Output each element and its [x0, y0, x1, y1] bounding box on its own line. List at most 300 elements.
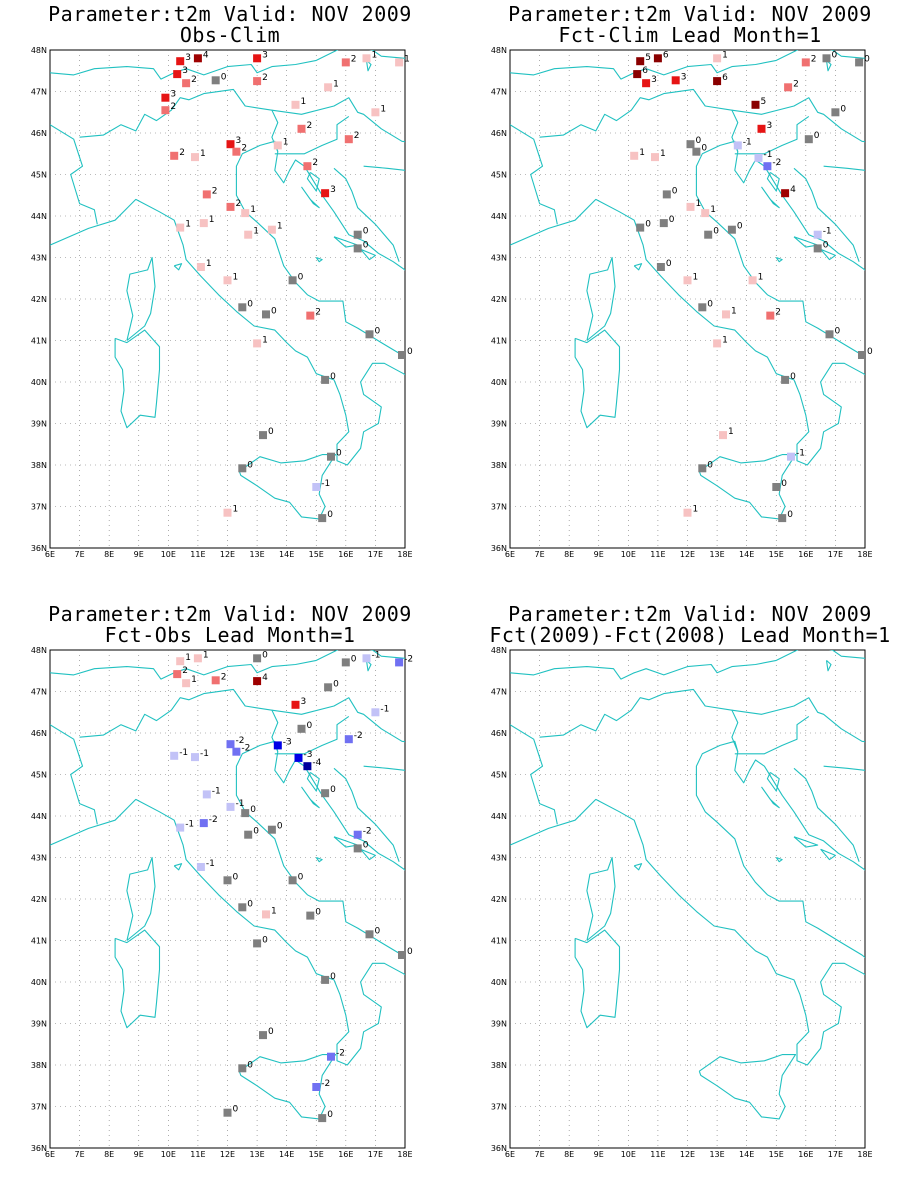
- lon-tick-label: 11E: [190, 1150, 206, 1159]
- station-value-label: -2: [362, 826, 372, 837]
- station-marker: [814, 244, 822, 252]
- station-value-label: 0: [407, 347, 413, 357]
- lat-tick-label: 44N: [30, 212, 47, 221]
- lon-tick-label: 9E: [593, 1150, 604, 1159]
- station-marker: [173, 70, 181, 78]
- station-value-label: -1: [211, 786, 221, 797]
- station-value-label: 0: [327, 510, 333, 521]
- station-value-label: 0: [297, 272, 304, 283]
- station-value-label: 1: [276, 221, 283, 232]
- station-marker: [238, 1064, 246, 1072]
- station-value-label: 0: [790, 371, 796, 382]
- map-frame: [460, 0, 920, 590]
- station-marker: [289, 876, 297, 884]
- station-marker: [227, 803, 235, 811]
- station-marker: [253, 54, 261, 62]
- station-value-label: -1: [321, 479, 331, 489]
- station-marker: [194, 654, 202, 662]
- station-value-label: 1: [722, 50, 728, 61]
- station-marker: [654, 54, 662, 62]
- station-value-label: -3: [303, 749, 313, 760]
- station-value-label: 6: [722, 73, 728, 84]
- station-value-label: 1: [208, 215, 215, 226]
- station-value-label: 0: [707, 299, 714, 310]
- station-marker: [321, 976, 329, 984]
- station-value-label: 1: [205, 259, 212, 269]
- lon-tick-label: 12E: [679, 550, 696, 559]
- lon-tick-label: 10E: [160, 1150, 176, 1159]
- lon-tick-label: 17E: [367, 1150, 384, 1159]
- station-marker: [306, 312, 314, 320]
- lat-tick-label: 48N: [30, 646, 47, 655]
- lon-tick-label: 13E: [249, 550, 265, 559]
- station-marker: [232, 748, 240, 756]
- station-value-label: 1: [757, 272, 764, 283]
- lon-tick-label: 10E: [160, 550, 176, 559]
- station-marker: [262, 310, 270, 318]
- station-marker: [805, 135, 813, 143]
- map-panel-obs-clim: [0, 0, 460, 590]
- lat-tick-label: 45N: [490, 170, 507, 180]
- station-value-label: 0: [671, 186, 678, 197]
- station-marker: [238, 464, 246, 472]
- station-value-label: 0: [247, 299, 254, 310]
- lat-tick-label: 44N: [30, 812, 47, 821]
- lon-tick-label: 16E: [798, 550, 814, 559]
- station-value-label: 1: [232, 272, 239, 283]
- station-value-label: 0: [834, 326, 841, 337]
- lon-tick-label: 17E: [827, 1150, 844, 1159]
- map-border: [510, 650, 865, 1148]
- station-value-label: 0: [247, 460, 254, 471]
- lat-tick-label: 39N: [30, 1019, 47, 1029]
- station-marker: [182, 79, 190, 87]
- lon-tick-label: 7E: [534, 550, 545, 559]
- station-marker: [749, 276, 757, 284]
- lon-tick-label: 12E: [219, 1150, 236, 1159]
- lat-tick-label: 48N: [490, 646, 507, 655]
- station-marker: [704, 231, 712, 239]
- station-marker: [212, 676, 220, 684]
- lat-tick-label: 37N: [30, 1102, 47, 1112]
- map-frame: [0, 600, 460, 1190]
- station-marker: [342, 58, 350, 66]
- station-value-label: 0: [736, 221, 743, 232]
- station-value-label: 1: [404, 54, 410, 65]
- station-marker: [802, 58, 810, 66]
- station-value-label: 3: [330, 185, 336, 196]
- station-value-label: 2: [241, 143, 248, 154]
- station-marker: [253, 654, 261, 662]
- lat-tick-label: 40N: [30, 378, 47, 387]
- station-marker: [298, 725, 306, 733]
- station-marker: [734, 141, 742, 149]
- lon-tick-label: 14E: [739, 550, 755, 559]
- station-marker: [354, 844, 362, 852]
- station-value-label: 1: [185, 219, 191, 230]
- lat-tick-label: 39N: [490, 419, 507, 429]
- station-value-label: 1: [271, 906, 277, 917]
- station-value-label: 0: [333, 679, 339, 690]
- station-marker: [781, 376, 789, 384]
- station-marker: [663, 190, 671, 198]
- lat-tick-label: 40N: [490, 978, 507, 987]
- station-marker: [657, 263, 665, 271]
- station-marker: [303, 162, 311, 170]
- station-marker: [321, 376, 329, 384]
- station-value-label: 0: [220, 72, 227, 83]
- panel-title: Parameter:t2m Valid: NOV 2009: [508, 602, 872, 626]
- station-value-label: 1: [731, 306, 737, 317]
- lon-tick-label: 18E: [857, 550, 873, 559]
- station-marker: [831, 108, 839, 116]
- station-marker: [244, 231, 252, 239]
- station-value-label: 2: [182, 666, 188, 677]
- station-marker: [170, 152, 178, 160]
- station-value-label: 0: [350, 654, 357, 665]
- station-marker: [398, 951, 406, 959]
- station-marker: [227, 203, 235, 211]
- station-marker: [224, 276, 232, 284]
- station-marker: [324, 83, 332, 91]
- station-value-label: 0: [822, 240, 829, 251]
- station-value-label: 1: [282, 137, 289, 148]
- station-marker: [318, 514, 326, 522]
- station-marker: [636, 224, 644, 232]
- station-value-label: 0: [362, 840, 369, 851]
- station-value-label: 3: [680, 72, 687, 83]
- station-marker: [318, 1114, 326, 1122]
- station-value-label: -2: [321, 1079, 331, 1089]
- station-value-label: 1: [728, 427, 734, 438]
- station-value-label: -2: [235, 736, 245, 747]
- station-value-label: 0: [362, 240, 369, 251]
- station-value-label: -2: [353, 731, 363, 742]
- station-marker: [366, 930, 374, 938]
- station-value-label: 2: [262, 73, 268, 84]
- station-marker: [354, 231, 362, 239]
- station-value-label: -4: [312, 758, 322, 769]
- station-marker: [274, 141, 282, 149]
- station-marker: [212, 76, 220, 84]
- station-value-label: 0: [707, 460, 714, 471]
- station-marker: [371, 708, 379, 716]
- station-marker: [321, 189, 329, 197]
- lat-tick-label: 37N: [490, 502, 507, 512]
- station-value-label: 1: [639, 147, 645, 158]
- lat-tick-label: 42N: [490, 295, 507, 304]
- lat-tick-label: 43N: [30, 253, 47, 263]
- station-value-label: 1: [202, 650, 209, 661]
- map-frame: [0, 0, 460, 590]
- lat-tick-label: 39N: [30, 419, 47, 429]
- station-value-label: 0: [407, 947, 413, 957]
- station-value-label: 3: [651, 75, 657, 86]
- station-marker: [763, 162, 771, 170]
- station-value-label: 0: [250, 805, 256, 816]
- station-marker: [363, 654, 371, 662]
- lon-tick-label: 13E: [709, 1150, 725, 1159]
- station-marker: [672, 76, 680, 84]
- lon-tick-label: 13E: [709, 550, 725, 559]
- station-value-label: 2: [810, 54, 817, 65]
- station-value-label: 0: [297, 872, 304, 883]
- station-marker: [395, 658, 403, 666]
- station-value-label: 0: [336, 448, 342, 459]
- panel-subtitle: Fct(2009)-Fct(2008) Lead Month=1: [489, 623, 891, 647]
- lat-tick-label: 47N: [490, 87, 507, 97]
- lat-tick-label: 40N: [30, 978, 47, 987]
- station-value-label: 0: [330, 785, 336, 796]
- station-value-label: 0: [330, 371, 336, 382]
- lat-tick-label: 36N: [30, 544, 47, 553]
- station-value-label: 0: [330, 971, 336, 982]
- station-value-label: 0: [840, 104, 847, 115]
- lon-tick-label: 7E: [74, 1150, 85, 1159]
- station-value-label: 1: [191, 675, 197, 686]
- station-marker: [268, 826, 276, 834]
- station-value-label: 0: [276, 821, 283, 832]
- lat-tick-label: 38N: [30, 1061, 47, 1070]
- station-value-label: 0: [306, 720, 313, 731]
- station-value-label: -1: [179, 747, 189, 758]
- lon-tick-label: 7E: [74, 550, 85, 559]
- lat-tick-label: 41N: [490, 936, 507, 946]
- station-value-label: 0: [645, 219, 651, 230]
- station-marker: [238, 903, 246, 911]
- station-marker: [684, 509, 692, 517]
- station-marker: [203, 190, 211, 198]
- station-marker: [755, 154, 763, 162]
- station-marker: [660, 219, 668, 227]
- lat-tick-label: 41N: [490, 336, 507, 346]
- station-value-label: 1: [200, 149, 206, 160]
- station-marker: [182, 679, 190, 687]
- station-value-label: 2: [793, 79, 799, 90]
- lat-tick-label: 46N: [490, 129, 507, 138]
- station-marker: [823, 54, 831, 62]
- station-marker: [692, 148, 700, 156]
- station-marker: [855, 58, 863, 66]
- station-value-label: 1: [692, 272, 699, 283]
- station-value-label: 0: [867, 347, 873, 357]
- lon-tick-label: 15E: [768, 550, 784, 559]
- station-marker: [194, 54, 202, 62]
- station-value-label: 1: [660, 149, 666, 160]
- station-marker: [784, 83, 792, 91]
- station-marker: [371, 108, 379, 116]
- lon-tick-label: 10E: [620, 550, 636, 559]
- station-value-label: 1: [722, 335, 728, 346]
- station-marker: [224, 509, 232, 517]
- station-value-label: -2: [208, 815, 218, 826]
- lat-tick-label: 40N: [490, 378, 507, 387]
- station-value-label: 0: [247, 899, 254, 910]
- station-marker: [161, 106, 169, 114]
- station-value-label: 3: [185, 53, 191, 64]
- station-marker: [262, 910, 270, 918]
- lon-tick-label: 16E: [338, 550, 354, 559]
- station-value-label: 2: [306, 120, 313, 131]
- station-value-label: -1: [380, 704, 390, 715]
- station-marker: [241, 809, 249, 817]
- station-marker: [200, 819, 208, 827]
- map-panel-fct2009-fct2008: [460, 600, 920, 1190]
- lon-tick-label: 18E: [857, 1150, 873, 1159]
- station-value-label: 0: [864, 54, 870, 65]
- map-panel-fct-clim: [460, 0, 920, 590]
- lon-tick-label: 9E: [133, 1150, 144, 1159]
- station-value-label: 0: [831, 50, 838, 61]
- lon-tick-label: 14E: [279, 1150, 295, 1159]
- station-value-label: 3: [300, 696, 307, 707]
- station-value-label: 2: [179, 147, 185, 158]
- station-value-label: 2: [312, 158, 319, 169]
- station-marker: [200, 219, 208, 227]
- station-value-label: 0: [668, 215, 675, 226]
- lon-tick-label: 8E: [104, 1150, 115, 1159]
- station-marker: [191, 753, 199, 761]
- station-marker: [232, 148, 240, 156]
- station-marker: [787, 453, 795, 461]
- station-marker: [253, 339, 261, 347]
- lat-tick-label: 46N: [490, 729, 507, 738]
- lon-tick-label: 13E: [249, 1150, 265, 1159]
- station-marker: [197, 263, 205, 271]
- lat-tick-label: 37N: [490, 1102, 507, 1112]
- station-value-label: 0: [665, 259, 672, 269]
- station-marker: [826, 330, 834, 338]
- station-marker: [752, 101, 760, 109]
- lat-tick-label: 41N: [30, 336, 47, 346]
- lon-tick-label: 12E: [219, 550, 236, 559]
- station-value-label: 0: [781, 479, 788, 489]
- map-border: [50, 650, 405, 1148]
- station-value-label: 5: [645, 53, 651, 64]
- station-marker: [306, 912, 314, 920]
- station-marker: [253, 677, 261, 685]
- lon-tick-label: 11E: [190, 550, 206, 559]
- station-marker: [651, 153, 659, 161]
- station-value-label: -2: [241, 743, 251, 754]
- lat-tick-label: 48N: [490, 46, 507, 55]
- lon-tick-label: 14E: [279, 550, 295, 559]
- station-marker: [321, 789, 329, 797]
- station-marker: [176, 824, 184, 832]
- lon-tick-label: 14E: [739, 1150, 755, 1159]
- map-frame: [460, 600, 920, 1190]
- station-value-label: 3: [170, 89, 177, 100]
- lat-tick-label: 43N: [490, 253, 507, 263]
- station-value-label: 0: [813, 131, 820, 142]
- station-marker: [713, 77, 721, 85]
- station-value-label: -2: [772, 158, 782, 169]
- lon-tick-label: 6E: [504, 1150, 516, 1159]
- station-marker: [354, 831, 362, 839]
- lon-tick-label: 8E: [564, 550, 575, 559]
- station-marker: [345, 135, 353, 143]
- station-value-label: 0: [787, 510, 793, 521]
- lat-tick-label: 39N: [490, 1019, 507, 1029]
- station-value-label: -1: [796, 448, 805, 459]
- lat-tick-label: 45N: [490, 770, 507, 780]
- station-marker: [238, 303, 246, 311]
- station-value-label: -1: [235, 798, 245, 809]
- station-value-label: 0: [232, 1104, 239, 1115]
- station-value-label: -1: [822, 226, 832, 237]
- station-marker: [687, 140, 695, 148]
- station-value-label: -1: [205, 859, 215, 869]
- lon-tick-label: 10E: [620, 1150, 636, 1159]
- station-value-label: 0: [253, 826, 259, 837]
- station-value-label: 0: [315, 907, 322, 918]
- station-marker: [781, 189, 789, 197]
- station-value-label: 3: [182, 66, 188, 77]
- station-marker: [701, 209, 709, 217]
- station-value-label: 1: [232, 504, 239, 515]
- lat-tick-label: 48N: [30, 46, 47, 55]
- lat-tick-label: 36N: [490, 544, 507, 553]
- station-value-label: 1: [692, 504, 699, 515]
- station-marker: [778, 514, 786, 522]
- station-value-label: -1: [185, 819, 195, 830]
- station-marker: [161, 94, 169, 102]
- station-marker: [176, 57, 184, 65]
- station-value-label: 0: [271, 306, 277, 317]
- station-marker: [642, 79, 650, 87]
- lat-tick-label: 42N: [30, 295, 47, 304]
- lon-tick-label: 8E: [104, 550, 115, 559]
- station-marker: [342, 658, 350, 666]
- station-value-label: 2: [315, 307, 322, 318]
- station-value-label: 5: [760, 96, 767, 107]
- lat-tick-label: 37N: [30, 502, 47, 512]
- station-marker: [772, 483, 780, 491]
- lon-tick-label: 12E: [679, 1150, 696, 1159]
- lon-tick-label: 8E: [564, 1150, 575, 1159]
- station-marker: [713, 54, 721, 62]
- station-marker: [324, 683, 332, 691]
- map-border: [510, 50, 865, 548]
- lat-tick-label: 47N: [30, 87, 47, 97]
- station-marker: [758, 125, 766, 133]
- lon-tick-label: 6E: [44, 550, 56, 559]
- station-marker: [259, 431, 267, 439]
- station-marker: [292, 701, 300, 709]
- station-value-label: 1: [380, 104, 387, 115]
- station-marker: [395, 58, 403, 66]
- station-value-label: 1: [695, 198, 702, 209]
- lon-tick-label: 11E: [650, 1150, 666, 1159]
- lon-tick-label: 16E: [798, 1150, 814, 1159]
- station-marker: [698, 303, 706, 311]
- station-marker: [253, 77, 261, 85]
- lat-tick-label: 46N: [30, 729, 47, 738]
- lon-tick-label: 7E: [534, 1150, 545, 1159]
- panel-title: Parameter:t2m Valid: NOV 2009: [48, 602, 412, 626]
- station-value-label: 3: [262, 50, 268, 61]
- station-marker: [292, 101, 300, 109]
- station-marker: [398, 351, 406, 359]
- station-marker: [698, 464, 706, 472]
- station-marker: [241, 209, 249, 217]
- lat-tick-label: 45N: [30, 170, 47, 180]
- station-marker: [363, 54, 371, 62]
- station-marker: [176, 657, 184, 665]
- station-value-label: 2: [353, 131, 360, 142]
- station-value-label: 0: [247, 1060, 254, 1071]
- station-value-label: 0: [268, 1027, 274, 1038]
